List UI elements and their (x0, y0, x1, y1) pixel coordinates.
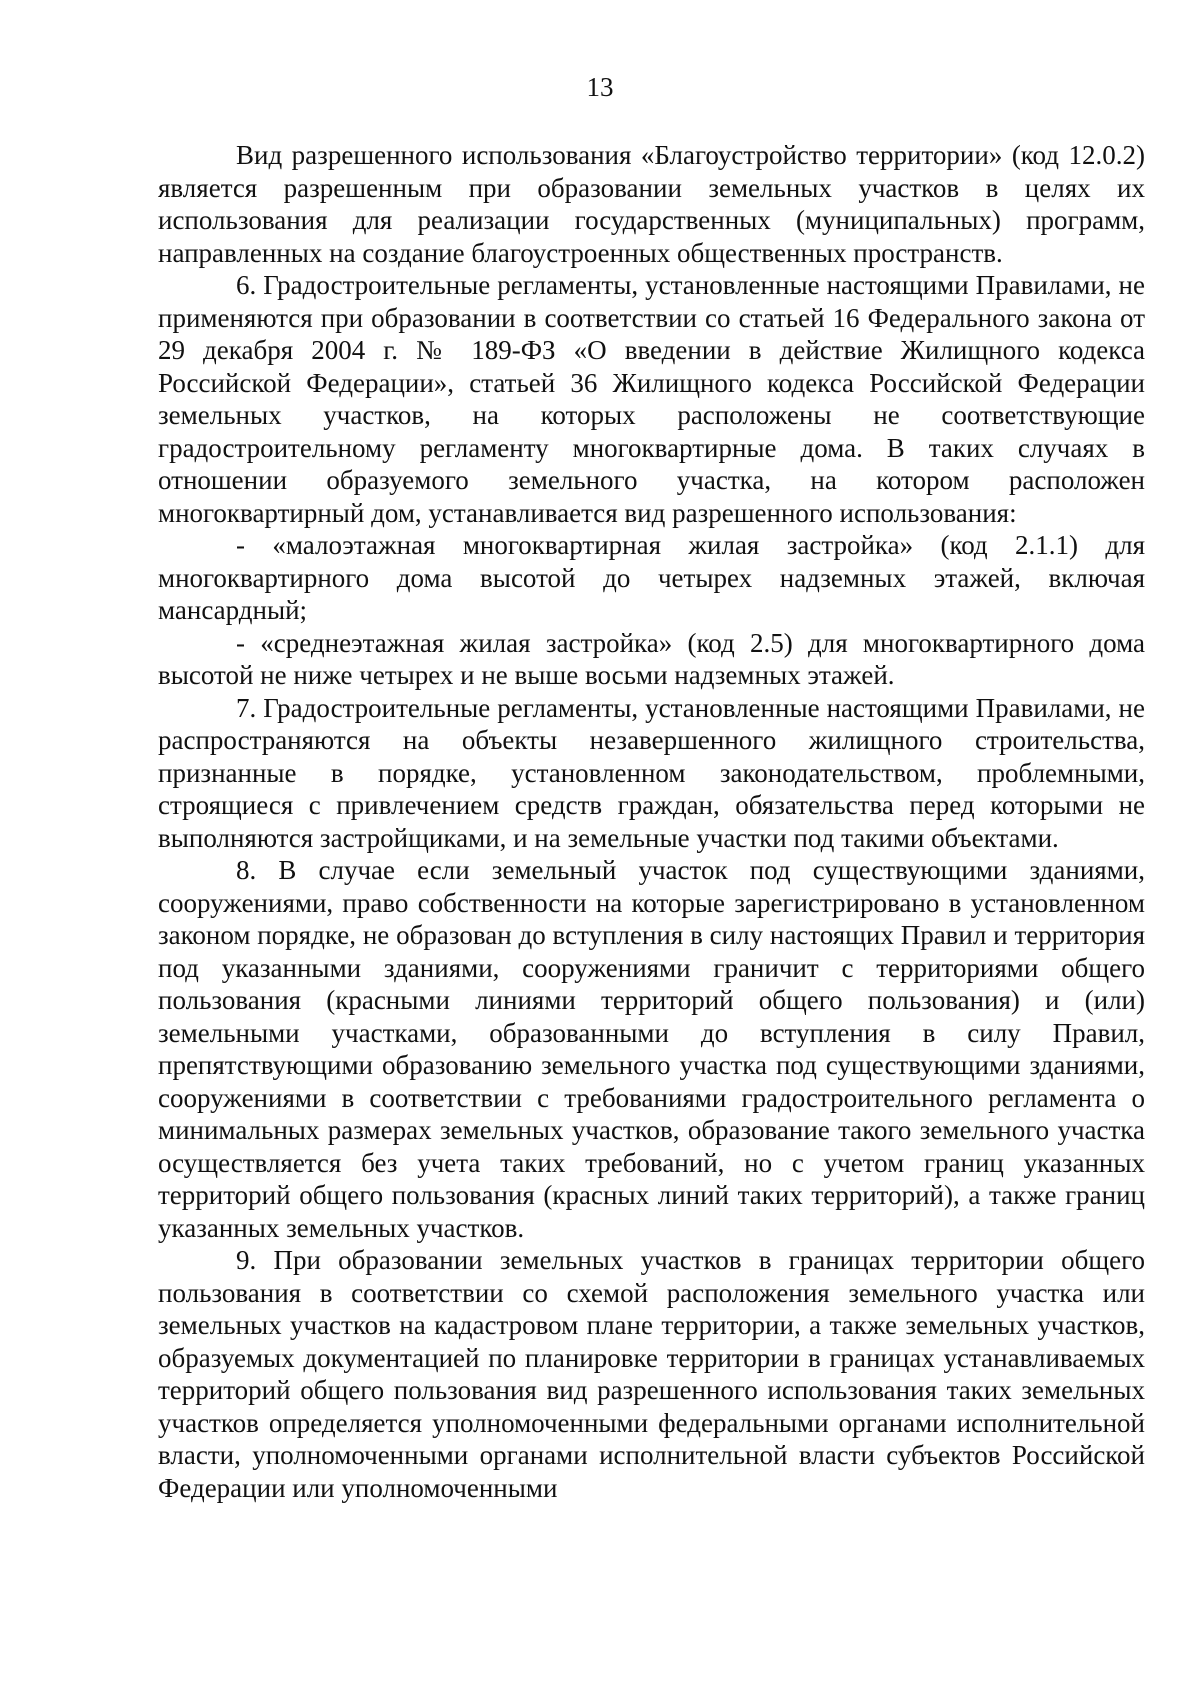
paragraph-intro: Вид разрешенного использования «Благоустройство территории» (код 12.0.2) является разрешенным при образовании земельных участков в целях их использования для реализации государственных (муниципальных) программ, направленных на создание благоустроенных общественных пространств. (158, 140, 1145, 268)
page-number: 13 (586, 72, 614, 102)
paragraph-6-item-2: - «среднеэтажная жилая застройка» (код 2.5) для многоквартирного дома высотой не ниже четырех и не выше восьми надземных этажей. (158, 627, 1145, 690)
paragraph-9: 9. При образовании земельных участков в границах территории общего пользования в соответствии со схемой расположения земельного участка или земельных участков на кадастровом плане территории, а также земельных участков, образуемых документацией по планировке территории в границах устанавливаемых территорий общего пользования вид разрешенного использования таких земельных участков определяется уполномоченными федеральными органами исполнительной власти, уполномоченными органами исполнительной власти субъектов Российской Федерации или уполномоченными (158, 1245, 1145, 1503)
paragraph-7: 7. Градостроительные регламенты, установленные настоящими Правилами, не распространяются на объекты незавершенного жилищного строительства, признанные в порядке, установленном законодательством, проблемными, строящиеся с привлечением средств граждан, обязательства перед которыми не выполняются застройщиками, и на земельные участки под такими объектами. (158, 692, 1145, 853)
paragraph-8: 8. В случае если земельный участок под существующими зданиями, сооружениями, право собственности на которые зарегистрировано в установленном законом порядке, не образован до вступления в силу настоящих Правил и территория под указанными зданиями, сооружениями граничит с территориями общего пользования (красными линиями территорий общего пользования) и (или) земельными участками, образованными до вступления в силу Правил, препятствующими образованию земельного участка под существующими зданиями, сооружениями в соответствии с требованиями градостроительного регламента о минимальных размерах земельных участков, образование такого земельного участка осуществляется без учета таких требований, но с учетом границ указанных территорий общего пользования (красных линий таких территорий), а также границ указанных земельных участков. (158, 855, 1145, 1243)
document-body (158, 139, 1145, 1504)
paragraph-6-item-1: - «малоэтажная многоквартирная жилая застройка» (код 2.1.1) для многоквартирного дома высотой до четырех надземных этажей, включая мансардный; (158, 530, 1145, 625)
paragraph-6: 6. Градостроительные регламенты, установленные настоящими Правилами, не применяются при образовании в соответствии со статьей 16 Федерального закона от 29 декабря 2004 г. № 189-ФЗ «О введении в действие Жилищного кодекса Российской Федерации», статьей 36 Жилищного кодекса Российской Федерации земельных участков, на которых расположены не соответствующие градостроительному регламенту многоквартирные дома. В таких случаях в отношении образуемого земельного участка, на котором расположен многоквартирный дом, устанавливается вид разрешенного использования: (158, 270, 1145, 528)
